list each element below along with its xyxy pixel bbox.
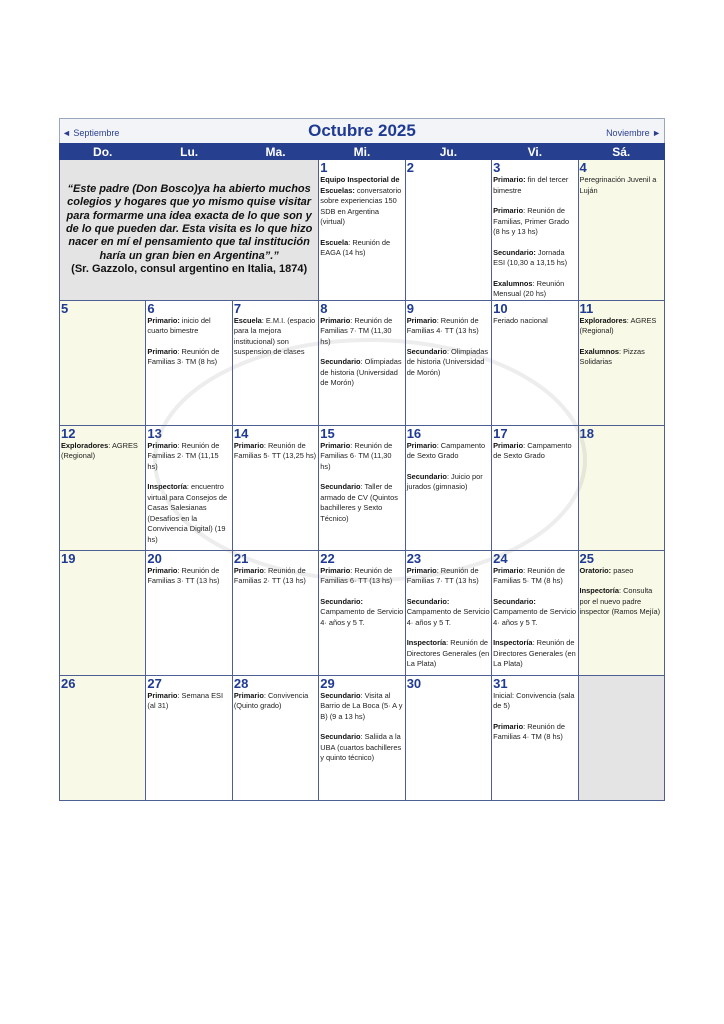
week-row [60,300,665,425]
event-item [580,566,663,577]
event-label: Primario [320,315,351,325]
event-label: Secundario [320,482,361,491]
event-item [493,206,576,238]
event-text: : Reunión de Directores Generales (en La Plata) [493,638,576,668]
day-number: 20 [147,550,162,566]
event-item [320,175,403,228]
event-label: Primario: [493,175,526,184]
event-text: : Reunión de Familias 6· TM (11,30 hs) [320,440,393,471]
event-label: Secundario [320,732,361,741]
event-label: Secundario: [406,596,450,606]
day-cell[interactable] [319,425,405,550]
prev-month-link[interactable]: ◄ Septiembre [62,128,120,138]
day-number: 13 [147,425,162,441]
day-cell[interactable] [60,550,146,675]
event-label: Primario [406,440,437,450]
event-item [320,316,403,348]
event-item [493,248,576,269]
day-number: 28 [233,675,249,691]
event-label: Exploradores [61,440,109,450]
day-number: 10 [493,300,508,316]
event-item [580,347,663,368]
event-text: : Reunión de Familias 2· TM (11,15 hs) [147,440,220,471]
event-text: : Reunión de Familias 4· TT (13 hs) [406,315,479,335]
event-label: Primario: [147,315,180,325]
event-item [320,482,403,524]
day-cell[interactable] [232,300,318,425]
day-cell[interactable] [405,300,491,425]
day-cell[interactable] [492,300,578,425]
event-label: Exploradores [579,315,627,325]
day-number: 21 [233,550,249,566]
day-number: 17 [493,425,508,441]
quote-attribution: (Sr. Gazzolo, consul argentino en Italia, 1874) [71,263,308,276]
event-text: paseo [611,565,634,575]
event-item [493,691,576,712]
event-text: : Juicio por jurados (gimnasio) [406,471,483,491]
day-number: 25 [579,550,594,566]
day-number: 2 [406,160,414,175]
event-label: Primario [233,565,264,575]
day-cell[interactable] [232,675,318,800]
day-cell[interactable] [578,300,664,425]
event-text: : Reunión de Familias 5· TM (8 hs) [493,565,566,585]
event-item [147,441,230,473]
day-cell[interactable] [146,425,232,550]
event-text: : Reunión de Familias 6· TT (13 hs) [320,565,393,585]
event-label: Escuela [233,315,262,325]
weekday-mon: Lu. [146,144,232,160]
day-number: 19 [61,550,76,566]
day-number: 24 [493,550,508,566]
event-text: Inicial: Convivencia (sala de 5) [493,690,575,710]
event-item [320,691,403,723]
event-label: Primario [493,721,524,731]
day-cell[interactable] [146,675,232,800]
week-row [60,425,665,550]
day-cell[interactable] [405,425,491,550]
day-number: 26 [61,675,76,691]
calendar-grid [59,143,665,801]
event-text: Campamento de Servicio 4· años y 5 T. [406,607,490,627]
event-item [147,482,230,545]
event-label: Secundario: [493,596,536,606]
day-number: 23 [406,550,422,566]
event-text: : Reunión de Familias, Primer Grado (8 hs y 13 hs) [493,206,570,236]
event-item [407,638,490,670]
quote-text: “Este padre (Don Bosco)ya ha abierto muchos colegios y hogares que yo mismo quise visitar para formarme una idea exacta de lo que son y de lo que pueden dar. Esta visita es lo que hizo nacer en mí el pensamiento que tal institución haría un gran bien en Argentina”.” [65,182,313,262]
month-title: Octubre 2025 [308,121,416,140]
week-row [60,675,665,800]
event-text: : Pizzas Solidarias [579,346,645,366]
event-item [61,441,144,462]
day-cell[interactable] [146,300,232,425]
event-item [493,279,576,300]
event-item [493,566,576,587]
event-item [147,316,230,337]
event-label: Primario [406,315,437,325]
event-text: Feriado nacional [493,315,548,325]
event-text: : Campamento de Sexto Grado [493,440,572,460]
day-number: 7 [233,300,242,316]
event-text: conversatorio sobre experiencias 150 SDB en Argentina (virtual) [320,185,402,226]
day-cell[interactable] [146,550,232,675]
event-item [407,347,490,379]
event-text: : Reunión de Familias 2· TT (13 hs) [233,565,306,585]
event-item [580,175,663,196]
event-text: : Visita al Barrio de La Boca (5· A y B) (9 a 13 hs) [320,690,403,721]
day-number: 5 [61,300,69,316]
event-text: Peregrinación Juvenil a Luján [579,175,657,195]
event-item [407,316,490,337]
day-number: 1 [320,160,328,175]
event-label: Primario [147,440,178,450]
calendar [59,118,665,801]
event-label: Primario [320,440,351,450]
event-text: : Reunión de Familias 3· TT (13 hs) [147,565,220,585]
week-row [60,550,665,675]
day-number: 15 [320,425,335,441]
event-label: Exalumnos [579,346,619,356]
event-item [493,441,576,462]
event-text: Campamento de Servicio 4· años y 5 T. [493,607,577,627]
day-cell[interactable] [578,425,664,550]
day-cell[interactable] [319,675,405,800]
event-label: Secundario [320,357,361,366]
event-item [320,238,403,259]
event-label: Inspectoría [579,586,619,595]
day-cell[interactable] [492,160,578,301]
event-label: Exalumnos [493,278,533,288]
event-text: : Semana ESI (al 31) [147,690,224,710]
event-text: : Campamento de Sexto Grado [406,440,486,460]
event-label: Primario [493,206,524,215]
day-number: 29 [320,675,335,691]
event-label: Secundario [406,471,447,481]
event-item [234,566,317,587]
event-item [147,566,230,587]
event-text: Jornada ESI (10,30 a 13,15 hs) [493,247,568,267]
day-number: 22 [320,550,335,566]
day-cell[interactable] [405,160,491,301]
day-cell[interactable] [492,675,578,800]
event-text: : Olimpiadas de historia (Universidad de Morón) [320,357,402,387]
event-text: : Reunión de Familias 4· TM (8 hs) [493,721,566,741]
weekday-sat: Sá. [578,144,664,160]
day-number: 27 [147,675,162,691]
day-number: 3 [493,160,501,175]
event-text: : Reunión Mensual (20 hs) [493,278,565,298]
event-text: : Reunión de Familias 3· TM (8 hs) [147,346,220,366]
event-label: Primario [233,440,264,450]
event-text: : Reunión de Familias 5· TT (13,25 hs) [233,440,317,460]
event-item [580,316,663,337]
event-item [320,597,403,629]
event-text: fin del tercer bimestre [493,175,569,195]
event-item [147,347,230,368]
event-item [407,597,490,629]
day-number: 11 [579,300,594,316]
day-cell[interactable] [60,300,146,425]
event-item [407,472,490,493]
event-item [493,316,576,327]
day-number: 31 [493,675,508,691]
weekday-sun: Do. [60,144,146,160]
event-item [320,566,403,587]
day-number: 18 [579,425,594,441]
event-item [493,175,576,196]
day-cell[interactable] [319,160,405,301]
event-text: : Reunión de Familias 7· TM (11,30 hs) [320,315,393,346]
day-number: 9 [406,300,414,316]
event-label: Secundario [320,690,361,700]
event-label: Escuela [320,237,349,247]
week-row [60,160,665,301]
event-text: : Convivencia (Quinto grado) [233,690,309,710]
event-text: : Taller de armado de CV (Quintos bachilleres y Sexto Técnico) [320,482,398,523]
empty-day-cell [578,675,664,800]
event-label: Oratorio: [579,565,612,575]
quote-cell [60,160,319,301]
day-number: 6 [147,300,155,316]
event-label: Inspectoría [493,638,533,647]
day-number: 14 [233,425,249,441]
event-label: Primario [493,440,524,450]
event-text: Campamento de Servicio 4· años y 5 T. [320,607,404,627]
day-cell[interactable] [578,160,664,301]
event-item [234,441,317,462]
event-text: : Olimpiadas de historia (Universidad de Morón) [406,346,489,377]
event-text: : Saliida a la UBA (cuartos bachilleres y quinto técnico) [320,732,402,762]
weekday-row [60,144,665,160]
event-label: Secundario [406,346,447,356]
day-cell[interactable] [578,550,664,675]
day-cell[interactable] [492,550,578,675]
event-item [493,597,576,629]
event-label: Primario [320,565,351,575]
event-label: Primario [406,565,437,575]
day-number: 12 [61,425,76,441]
event-item [320,732,403,764]
day-number: 4 [579,160,587,175]
day-cell[interactable] [405,550,491,675]
event-item [493,638,576,670]
event-item [234,316,317,358]
weekday-wed: Mi. [319,144,405,160]
day-number: 30 [406,675,422,691]
event-label: Secundario: [320,596,363,606]
event-item [320,357,403,389]
event-label: Primario [147,346,178,356]
weekday-thu: Ju. [405,144,491,160]
event-label: Primario [233,690,264,700]
day-cell[interactable] [60,425,146,550]
event-item [320,441,403,473]
event-text: : encuentro virtual para Consejos de Casas Salesianas (Desafíos en la Convivencia Digital) (19 hs) [147,482,228,544]
calendar-header [59,118,665,143]
event-item [407,441,490,462]
weekday-fri: Vi. [492,144,578,160]
event-label: Primario [147,690,178,700]
event-text: : Reunión de EAGA (14 hs) [320,237,391,257]
event-label: Secundario: [493,247,536,257]
event-text: : Reunión de Familias 7· TT (13 hs) [406,565,479,585]
day-cell[interactable] [60,675,146,800]
event-label: Equipo Inspectorial de Escuelas: [320,175,400,195]
day-cell[interactable] [405,675,491,800]
event-text: : AGRES (Regional) [61,440,138,460]
event-label: Inspectoría [406,638,447,647]
day-number: 8 [320,300,328,316]
event-text: : Reunión de Directores Generales (en La Plata) [406,638,490,668]
event-item [234,691,317,712]
weekday-tue: Ma. [232,144,318,160]
event-text: : Consulta por el nuevo padre inspector (Ramos Mejía) [579,586,661,616]
next-month-link[interactable]: Noviembre ► [606,128,661,138]
day-cell[interactable] [492,425,578,550]
event-item [407,566,490,587]
day-cell[interactable] [319,550,405,675]
event-text: : AGRES (Regional) [579,315,657,335]
event-label: Primario [493,565,524,575]
day-cell[interactable] [319,300,405,425]
event-item [493,722,576,743]
event-label: Inspectoría [147,482,187,491]
event-item [580,586,663,618]
event-item [147,691,230,712]
day-number: 16 [406,425,422,441]
event-label: Primario [147,565,178,575]
event-text: : E.M.I. (espacio para la mejora institucional) son suspension de clases [233,315,316,356]
event-text: inicio del cuarto bimestre [147,315,211,335]
day-cell[interactable] [232,550,318,675]
day-cell[interactable] [232,425,318,550]
